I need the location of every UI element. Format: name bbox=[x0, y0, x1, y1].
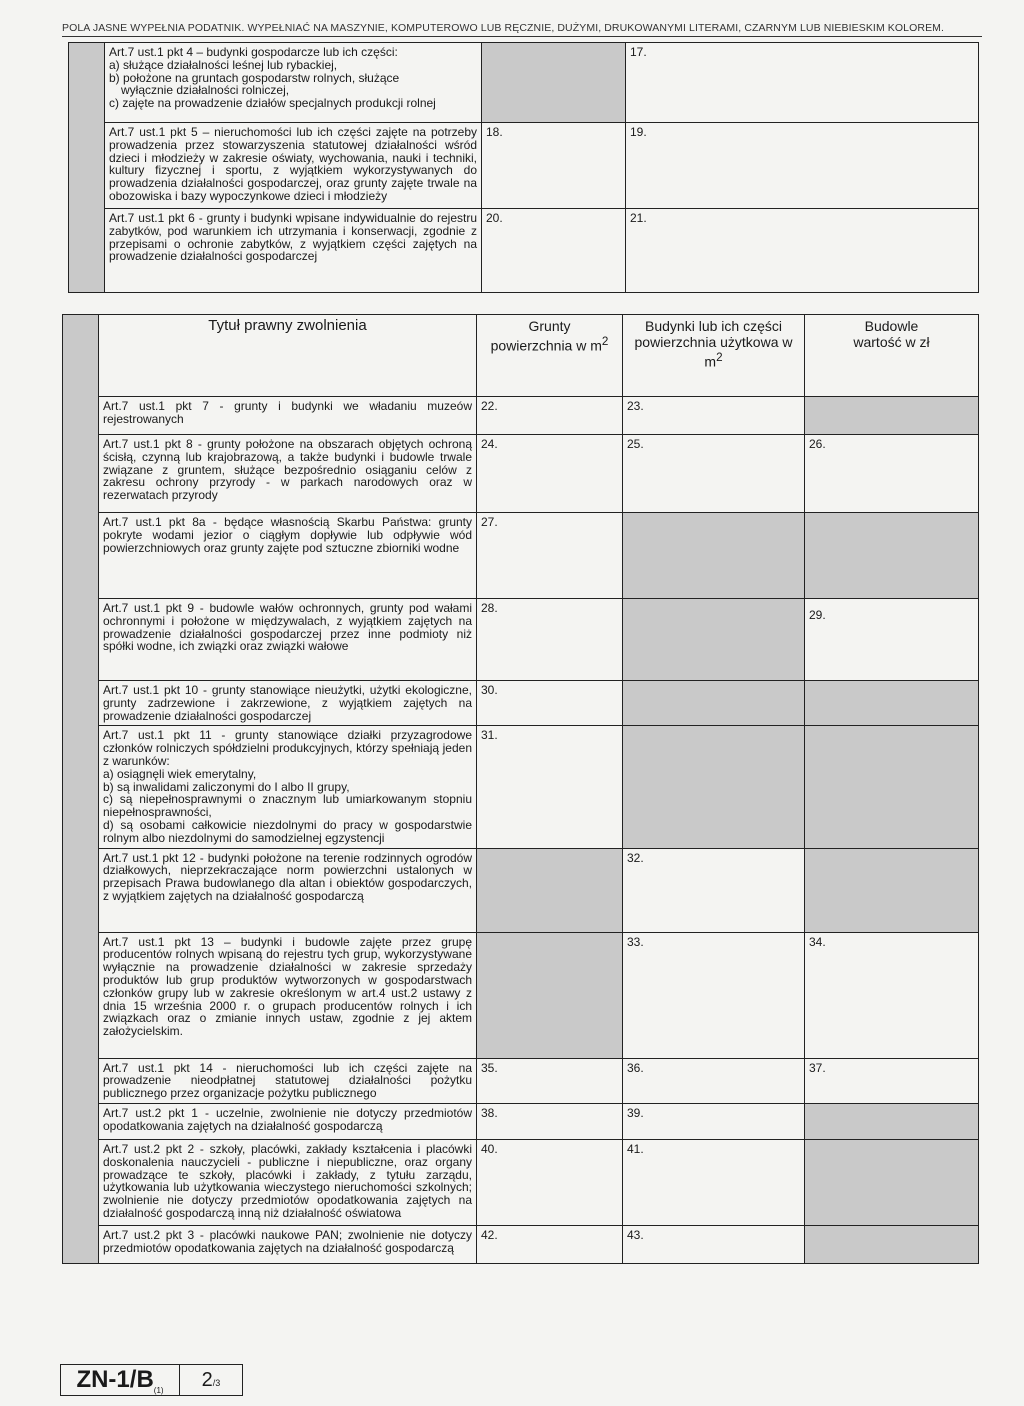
exemption-line: wyłącznie działalności rolniczej, bbox=[121, 83, 290, 98]
budynki-unit-m: m bbox=[704, 353, 717, 370]
field-budynki[interactable]: 43. bbox=[623, 1225, 805, 1263]
column-header-title: Tytuł prawny zwolnienia bbox=[99, 315, 477, 397]
table-row bbox=[63, 397, 979, 435]
form-code-text: ZN-1/B bbox=[76, 1366, 154, 1393]
exemption-description: Art.7 ust.1 pkt 5 – nieruchomości lub ich części zajęte na potrzeby prowadzenia przez stowarzyszenia statutowej działalności wśród dzieci i młodzieży w zakresie oświaty, wychowania, nauki i techniki, kultury fizycznej i sportu, z wyjątkiem wykorzystywanych do prowadzenia działalności gospodarczej, oraz grunty zajęte trwale na obozowiska i bazy wypoczynkowe dzieci i młodzieży bbox=[105, 123, 482, 209]
budynki-unit: powierzchnia użytkowa w bbox=[634, 334, 793, 350]
grunty-label: Grunty bbox=[528, 318, 571, 334]
unit-exponent: 2 bbox=[601, 335, 609, 348]
table-row bbox=[63, 513, 979, 599]
field-grunty[interactable]: 35. bbox=[477, 1058, 623, 1103]
exemptions-table-main bbox=[62, 314, 979, 1264]
field-grunty[interactable]: 38. bbox=[477, 1103, 623, 1139]
table-row bbox=[63, 599, 979, 681]
field-20[interactable]: 20. bbox=[482, 209, 626, 293]
exemption-description bbox=[99, 726, 477, 848]
field-grunty[interactable]: 22. bbox=[477, 397, 623, 435]
field-budynki[interactable]: 41. bbox=[623, 1139, 805, 1225]
field-grunty-disabled bbox=[482, 43, 626, 123]
exemptions-table-top bbox=[68, 42, 979, 293]
field-budynki[interactable]: 32. bbox=[623, 848, 805, 932]
exemption-condition: b) są inwalidami zaliczonymi do I albo II grupy, bbox=[103, 779, 350, 794]
table-row bbox=[63, 435, 979, 513]
field-budynki-disabled bbox=[623, 726, 805, 848]
table-row bbox=[63, 1103, 979, 1139]
field-budynki[interactable]: 33. bbox=[623, 932, 805, 1058]
field-grunty[interactable]: 42. bbox=[477, 1225, 623, 1263]
form-code bbox=[60, 1364, 180, 1396]
table-row bbox=[63, 932, 979, 1058]
table-row bbox=[69, 123, 979, 209]
field-grunty[interactable]: 31. bbox=[477, 726, 623, 848]
field-budynki[interactable]: 39. bbox=[623, 1103, 805, 1139]
exemption-description: Art.7 ust.2 pkt 3 - placówki naukowe PAN; zwolnienie nie dotyczy przedmiotów opodatkowania zajętych na działalność gospodarczą bbox=[99, 1225, 477, 1263]
form-code-version: (1) bbox=[153, 1385, 164, 1395]
field-budowle-disabled bbox=[805, 1103, 979, 1139]
table-row bbox=[63, 848, 979, 932]
exemption-condition: a) osiągnęli wiek emerytalny, bbox=[103, 766, 257, 781]
exemption-description: Art.7 ust.1 pkt 8 - grunty położone na obszarach objętych ochroną ścisłą, czynną lub krajobrazową, a także budynki i budowle trwale związane z gruntem, służące bezpośrednio osiąganiu celów z zakresu ochrony przyrody - w parkach narodowych oraz w rezerwatach przyrody bbox=[99, 435, 477, 513]
budowle-label: Budowle bbox=[864, 318, 919, 334]
field-grunty[interactable]: 27. bbox=[477, 513, 623, 599]
field-grunty[interactable]: 24. bbox=[477, 435, 623, 513]
table-row bbox=[63, 1139, 979, 1225]
column-header-grunty bbox=[477, 315, 623, 397]
field-budynki-disabled bbox=[623, 599, 805, 681]
field-budowle-disabled bbox=[805, 726, 979, 848]
column-header-budynki bbox=[623, 315, 805, 397]
field-budowle-disabled bbox=[805, 681, 979, 726]
table-row bbox=[63, 726, 979, 848]
budowle-unit: wartość w zł bbox=[853, 334, 930, 350]
field-budowle[interactable]: 26. bbox=[805, 435, 979, 513]
exemption-description: Art.7 ust.1 pkt 7 - grunty i budynki we władaniu muzeów rejestrowanych bbox=[99, 397, 477, 435]
field-budynki-disabled bbox=[623, 513, 805, 599]
field-17[interactable]: 17. bbox=[626, 43, 979, 123]
exemption-condition: d) są osobami całkowicie niezdolnymi do pracy w gospodarstwie rolnym albo niezdolnymi do samodzielnej egzystencji bbox=[103, 817, 472, 845]
row-marker-column bbox=[63, 315, 99, 1264]
table-row bbox=[69, 43, 979, 123]
field-grunty[interactable]: 30. bbox=[477, 681, 623, 726]
exemption-line: Art.7 ust.1 pkt 4 – budynki gospodarcze lub ich części: bbox=[109, 45, 398, 59]
field-grunty[interactable]: 28. bbox=[477, 599, 623, 681]
table-row bbox=[63, 681, 979, 726]
form-instruction-header: POLA JASNE WYPEŁNIA PODATNIK. WYPEŁNIAĆ NA MASZYNIE, KOMPUTEROWO LUB RĘCZNIE, DUŻYMI, DRUKOWANYMI LITERAMI, CZARNYM LUB NIEBIESKIM KOLOREM. bbox=[62, 22, 982, 37]
field-budowle[interactable]: 34. bbox=[805, 932, 979, 1058]
exemption-line: c) zajęte na prowadzenie działów specjalnych produkcji rolnej bbox=[109, 96, 436, 111]
exemption-description: Art.7 ust.2 pkt 1 - uczelnie, zwolnienie nie dotyczy przedmiotów opodatkowania zajętych na działalność gospodarczą bbox=[99, 1103, 477, 1139]
field-budynki-disabled bbox=[623, 681, 805, 726]
budynki-label: Budynki lub ich części bbox=[645, 318, 782, 334]
field-grunty-disabled bbox=[477, 848, 623, 932]
field-budynki[interactable]: 25. bbox=[623, 435, 805, 513]
grunty-unit: powierzchnia w m bbox=[490, 337, 602, 354]
field-budowle-disabled bbox=[805, 397, 979, 435]
exemption-description: Art.7 ust.1 pkt 6 - grunty i budynki wpisane indywidualnie do rejestru zabytków, pod warunkiem ich utrzymania i konserwacji, zgodnie z przepisami o ochronie zabytków, z wyjątkiem części zajętych na prowadzenie działalności gospodarczej bbox=[105, 209, 482, 293]
exemption-description: Art.7 ust.2 pkt 2 - szkoły, placówki, zakłady kształcenia i placówki doskonalenia nauczycieli - publiczne i niepubliczne, oraz organy prowadzące te szkoły, placówki i zakłady, z tytułu zarządu, użytkowania lub użytkowania wieczystego nieruchomości szkolnych; zwolnienie nie dotyczy przedmiotów opodatkowania zajętych na działalność gospodarczą inną niż działalność oświatowa bbox=[99, 1139, 477, 1225]
field-18[interactable]: 18. bbox=[482, 123, 626, 209]
page-current: 2 bbox=[201, 1369, 213, 1391]
table-header-row bbox=[63, 315, 979, 397]
field-21[interactable]: 21. bbox=[626, 209, 979, 293]
field-budowle[interactable]: 37. bbox=[805, 1058, 979, 1103]
field-budynki[interactable]: 23. bbox=[623, 397, 805, 435]
exemption-line: b) położone na gruntach gospodarstw rolnych, służące bbox=[109, 70, 400, 85]
field-budowle[interactable]: 29. bbox=[805, 599, 979, 681]
unit-exponent: 2 bbox=[716, 351, 723, 364]
exemption-description: Art.7 ust.1 pkt 13 – budynki i budowle zajęte przez grupę producentów rolnych wpisaną do rejestru tych grup, wykorzystywane wyłącznie na prowadzenie działalności w zakresie sprzedaży produktów lub grup produktów wytworzonych w gospodarstwach członków grupy lub w zakresie określonym w art.4 ust.2 ustawy z dnia 15 września 2000 r. o grupach producentów rolnych i ich związkach oraz o zmianie innych ustaw, zgodnie z jej aktem założycielskim. bbox=[99, 932, 477, 1058]
exemption-description: Art.7 ust.1 pkt 8a - będące własnością Skarbu Państwa: grunty pokryte wodami jezior o ciągłym dopływie lub odpływie wód powierzchniowych oraz grunty zajęte pod sztuczne zbiorniki wodne bbox=[99, 513, 477, 599]
field-19[interactable]: 19. bbox=[626, 123, 979, 209]
table-row bbox=[63, 1058, 979, 1103]
field-budowle-disabled bbox=[805, 848, 979, 932]
exemption-line: a) służące działalności leśnej lub rybackiej, bbox=[109, 57, 338, 72]
field-budynki[interactable]: 36. bbox=[623, 1058, 805, 1103]
field-grunty[interactable]: 40. bbox=[477, 1139, 623, 1225]
table-row bbox=[63, 1225, 979, 1263]
exemption-description: Art.7 ust.1 pkt 9 - budowle wałów ochronnych, grunty pod wałami ochronnymi i położone w międzywalach, z wyjątkiem zajętych na prowadzenie działalności gospodarczej przez inne podmioty niż spółki wodne, ich związki oraz związki wałowe bbox=[99, 599, 477, 681]
exemption-description: Art.7 ust.1 pkt 14 - nieruchomości lub ich części zajęte na prowadzenie nieodpłatnej statutowej działalności pożytku publicznego przez organizacje pożytku publicznego bbox=[99, 1058, 477, 1103]
field-budowle-disabled bbox=[805, 1139, 979, 1225]
exemption-condition: c) są niepełnosprawnymi o znacznym lub umiarkowanym stopniu niepełnosprawności, bbox=[103, 792, 472, 820]
page-total: /3 bbox=[212, 1378, 221, 1388]
page-number bbox=[180, 1364, 243, 1396]
exemption-description: Art.7 ust.1 pkt 10 - grunty stanowiące nieużytki, użytki ekologiczne, grunty zadrzewione i zakrzewione, z wyjątkiem zajętych na prowadzenie działalności gospodarczej bbox=[99, 681, 477, 726]
field-grunty-disabled bbox=[477, 932, 623, 1058]
field-budowle-disabled bbox=[805, 513, 979, 599]
exemption-description: Art.7 ust.1 pkt 12 - budynki położone na terenie rodzinnych ogrodów działkowych, nieprzekraczające norm powierzchni ustalonych w przepisach Prawa budowlanego dla altan i obiektów gospodarczych, z wyjątkiem zajętych na działalność gospodarczą bbox=[99, 848, 477, 932]
exemption-intro: Art.7 ust.1 pkt 11 - grunty stanowiące działki przyzagrodowe członków rolniczych spółdzielni produkcyjnych, którzy spełniają jeden z warunków: bbox=[103, 728, 472, 768]
table-row bbox=[69, 209, 979, 293]
column-header-budowle bbox=[805, 315, 979, 397]
form-footer bbox=[60, 1364, 243, 1396]
exemption-description bbox=[105, 43, 482, 123]
row-marker-column bbox=[69, 43, 105, 293]
field-budowle-disabled bbox=[805, 1225, 979, 1263]
